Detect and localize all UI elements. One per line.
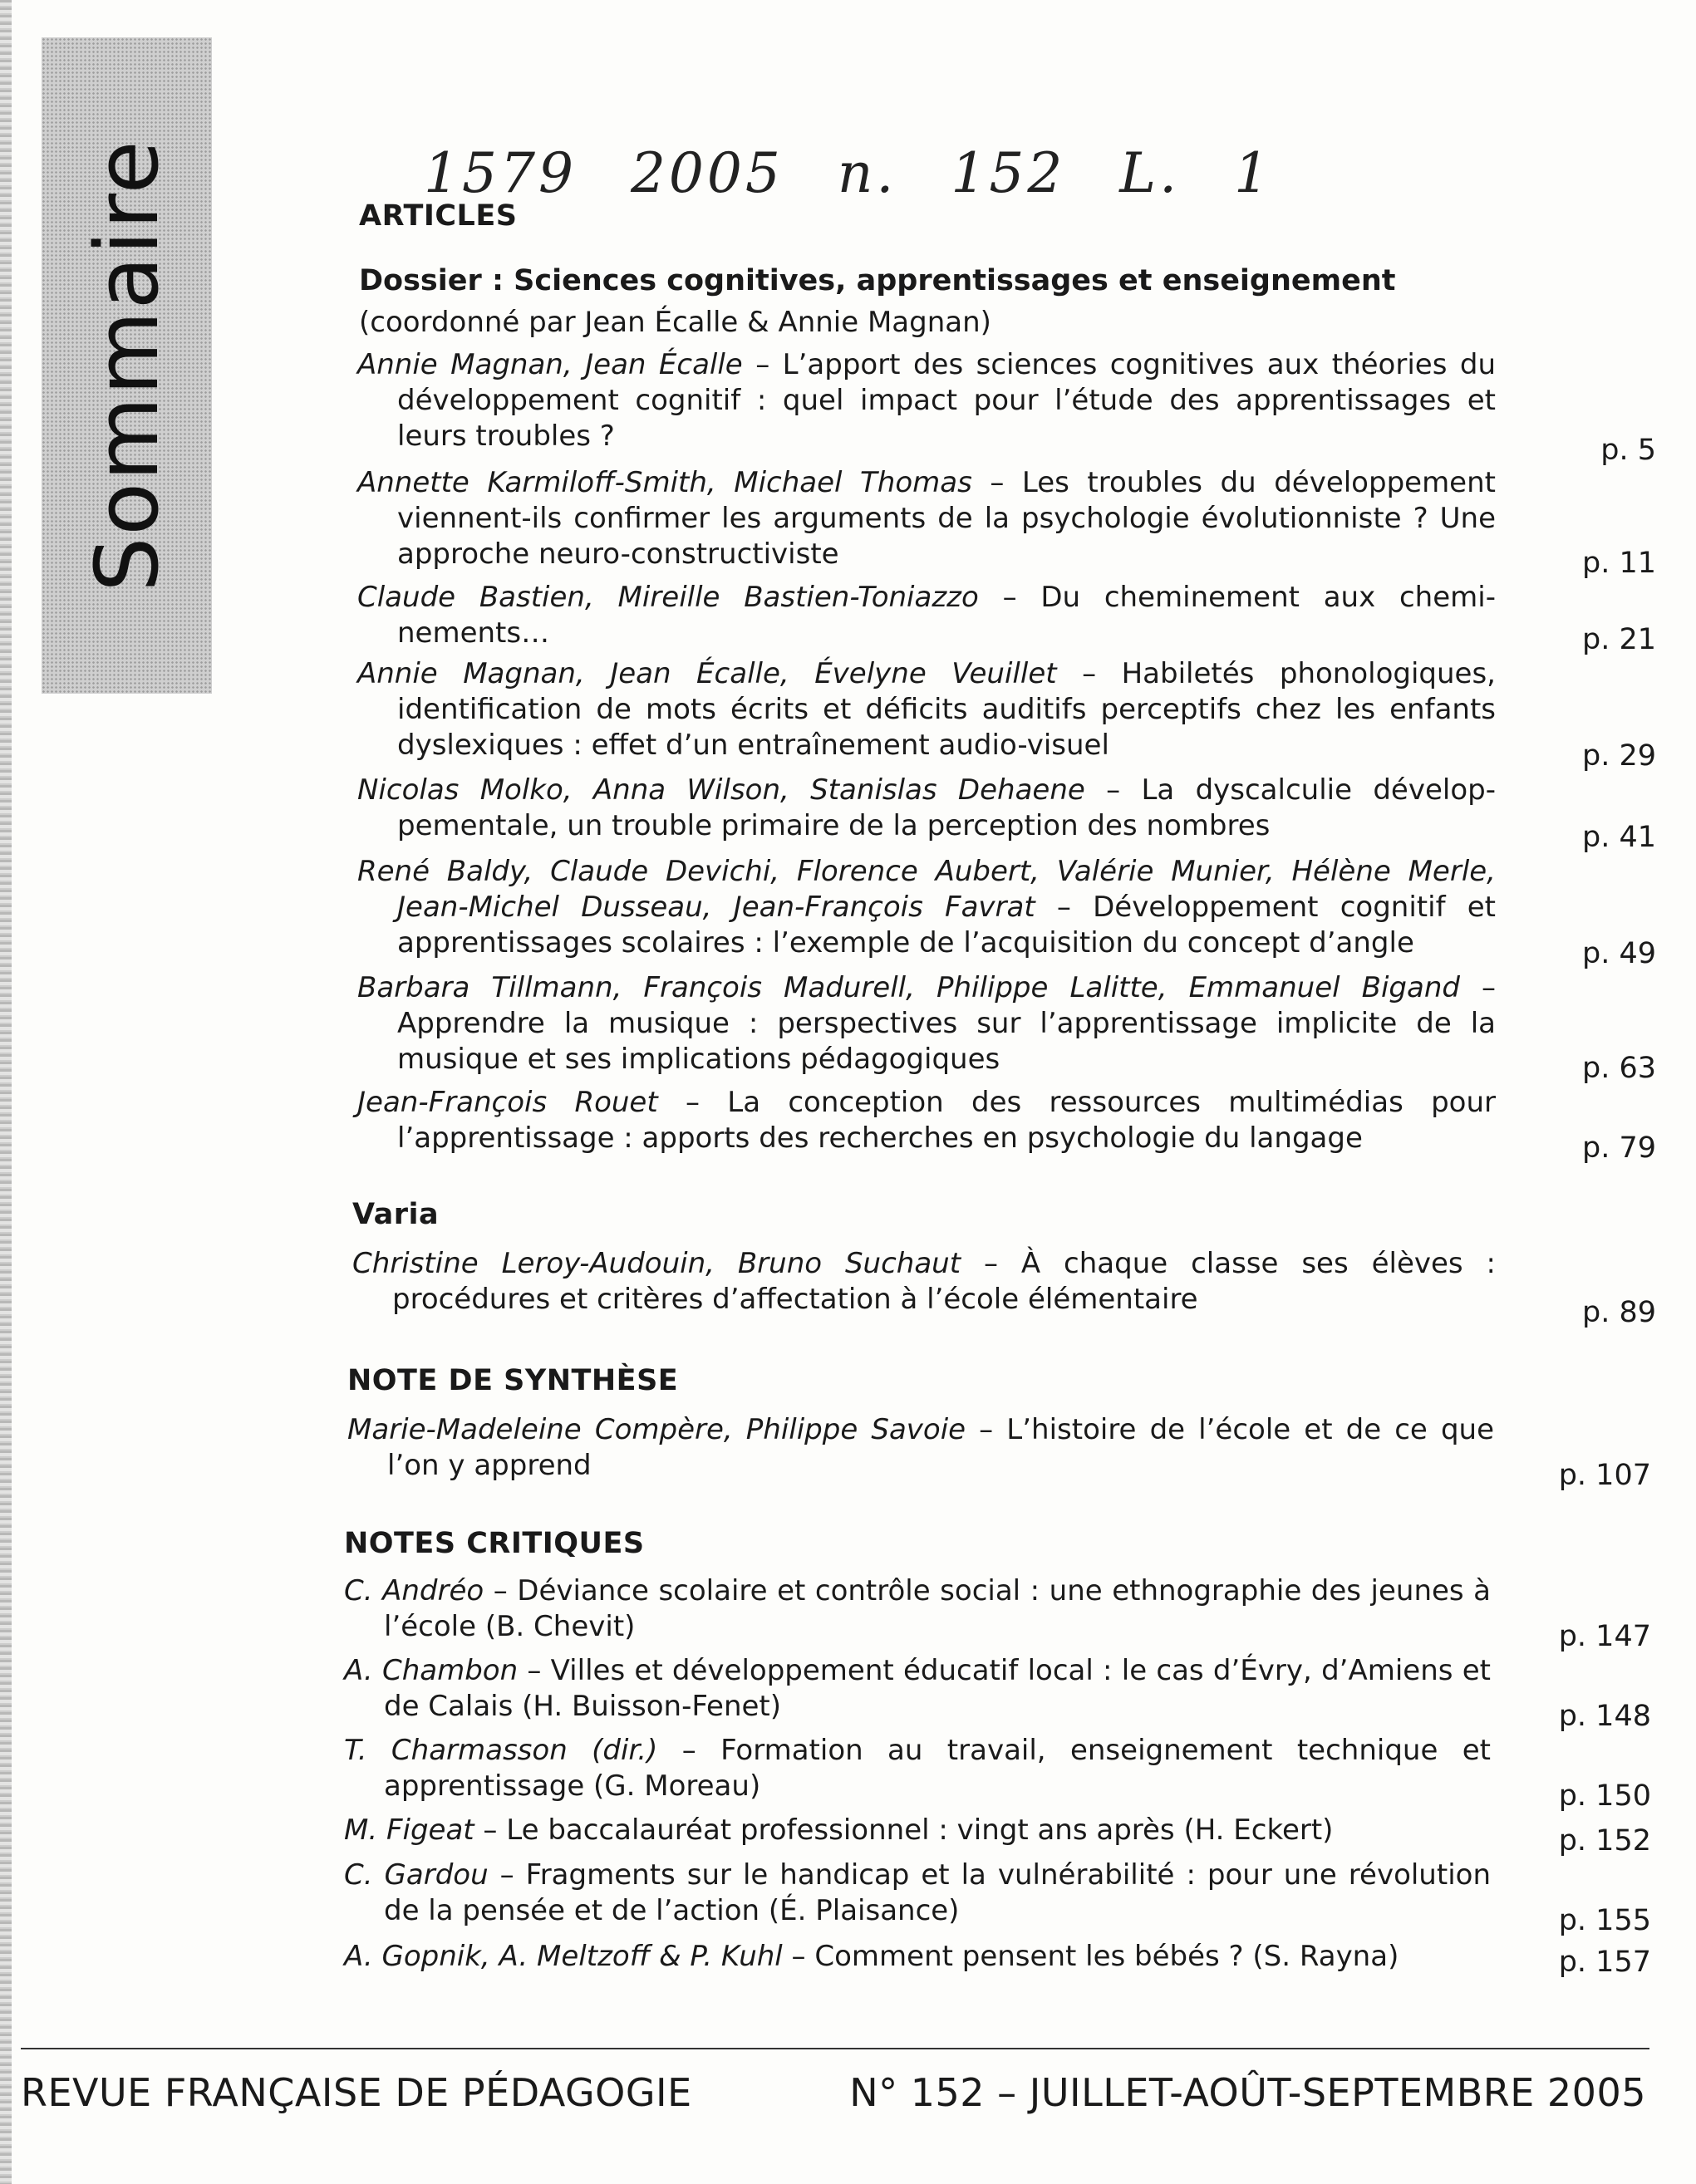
- entry-title: Du cheminement aux chemi-nements…: [397, 581, 1496, 650]
- toc-entry: René Baldy, Claude Devichi, Florence Aubert, Valérie Munier, Hélène Merle, Jean-Michel Dusseau, Jean-François Favrat – Développement cognitif et apprentissages scolaires : l’exemple de l’acquisition du concept d’angle: [357, 855, 1496, 959]
- entry-page: p. 79: [1581, 1131, 1656, 1165]
- toc-entry: Annie Magnan, Jean Écalle, Évelyne Veuillet – Habiletés phonologiques, identification de mots écrits et déficits auditifs perceptifs chez les enfants dyslexiques : effet d’un entraînement audio-visuel: [357, 657, 1496, 762]
- issue-info: N° 152 – JUILLET-AOÛT-SEPTEMBRE 2005: [849, 2070, 1646, 2115]
- toc-entry: T. Charmasson (dir.) – Formation au travail, enseignement technique et apprentissage (G. Moreau): [344, 1734, 1491, 1803]
- toc-entry: Claude Bastien, Mireille Bastien-Toniazzo – Du cheminement aux chemi-nements…: [357, 581, 1496, 650]
- entry-page: p. 41: [1581, 821, 1656, 854]
- toc-entry: Annette Karmiloff-Smith, Michael Thomas – Les troubles du développement viennent-ils confirmer les arguments de la psychologie évolutionniste ? Une approche neuro-constructiviste: [357, 466, 1496, 571]
- entry-authors: M. Figeat: [344, 1813, 474, 1847]
- entry-page: p. 107: [1558, 1459, 1651, 1492]
- entry-title: L’apport des sciences cognitives aux théories du développement cognitif : quel impact pour l’étude des apprentissages et leurs troubles ?: [397, 348, 1496, 453]
- entry-title: Développement cognitif et apprentissages scolaires : l’exemple de l’acquisition du concept d’angle: [397, 891, 1496, 959]
- toc-entry: M. Figeat – Le baccalauréat professionnel : vingt ans après (H. Eckert): [344, 1813, 1334, 1847]
- entry-authors: T. Charmasson (dir.): [344, 1734, 658, 1767]
- scan-edge: [0, 0, 12, 2184]
- entry-authors: Jean-François Rouet: [357, 1086, 658, 1119]
- entry-page: p. 5: [1600, 434, 1656, 467]
- toc-entry: Christine Leroy-Audouin, Bruno Suchaut – À chaque classe ses élèves : procédures et critères d’affectation à l’école élémentaire: [352, 1247, 1496, 1316]
- entry-page: p. 147: [1558, 1620, 1651, 1653]
- section-heading-note-synthese: NOTE DE SYNTHÈSE: [347, 1364, 679, 1397]
- entry-title: Le baccalauréat professionnel : vingt ans après (H. Eckert): [506, 1813, 1334, 1847]
- sommaire-title: Sommaire: [76, 139, 178, 592]
- entry-authors: Claude Bastien, Mireille Bastien-Toniazzo: [357, 581, 979, 614]
- toc-entry: C. Gardou – Fragments sur le handicap et la vulnérabilité : pour une révolution de la pensée et de l’action (É. Plaisance): [344, 1858, 1491, 1927]
- entry-page: p. 89: [1581, 1296, 1656, 1329]
- entry-authors: Annie Magnan, Jean Écalle: [357, 348, 743, 381]
- entry-title: La conception des ressources multimédias pour l’apprentissage : apports des recherches en psychologie du langage: [397, 1086, 1496, 1155]
- entry-authors: Nicolas Molko, Anna Wilson, Stanislas Dehaene: [357, 773, 1085, 807]
- entry-authors: Marie-Madeleine Compère, Philippe Savoie: [347, 1413, 966, 1446]
- entry-authors: René Baldy, Claude Devichi, Florence Aubert, Valérie Munier, Hélène Merle, Jean-Michel Dusseau, Jean-François Favrat: [357, 855, 1496, 924]
- entry-page: p. 49: [1581, 937, 1656, 970]
- toc-entry: Annie Magnan, Jean Écalle – L’apport des sciences cognitives aux théories du développement cognitif : quel impact pour l’étude des apprentissages et leurs troubles ?: [357, 348, 1496, 453]
- entry-title: Déviance scolaire et contrôle social : une ethnographie des jeunes à l’école (B. Chevit): [384, 1574, 1491, 1643]
- entry-page: p. 148: [1558, 1700, 1651, 1733]
- entry-title: Fragments sur le handicap et la vulnérabilité : pour une révolution de la pensée et de l’action (É. Plaisance): [384, 1858, 1491, 1927]
- toc-entry: Nicolas Molko, Anna Wilson, Stanislas Dehaene – La dyscalculie dévelop-pementale, un trouble primaire de la perception des nombres: [357, 773, 1496, 842]
- entry-title: L’histoire de l’école et de ce que l’on y apprend: [387, 1413, 1494, 1482]
- sommaire-sidebar: [42, 37, 212, 694]
- section-heading-notes-critiques: NOTES CRITIQUES: [344, 1527, 645, 1560]
- toc-entry: Jean-François Rouet – La conception des ressources multimédias pour l’apprentissage : apports des recherches en psychologie du langage: [357, 1086, 1496, 1155]
- entry-authors: Barbara Tillmann, François Madurell, Philippe Lalitte, Emmanuel Bigand: [357, 971, 1460, 1004]
- entry-title: Formation au travail, enseignement technique et apprentissage (G. Moreau): [384, 1734, 1491, 1803]
- entry-title: Villes et développement éducatif local : le cas d’Évry, d’Amiens et de Calais (H. Buisson-Fenet): [384, 1654, 1491, 1723]
- entry-authors: Annette Karmiloff-Smith, Michael Thomas: [357, 466, 972, 499]
- handwritten-note: 1579 2005 n. 152 L. 1: [424, 141, 1273, 205]
- entry-authors: C. Andréo: [344, 1574, 484, 1607]
- entry-page: p. 155: [1558, 1904, 1651, 1937]
- toc-entry: C. Andréo – Déviance scolaire et contrôle social : une ethnographie des jeunes à l’école (B. Chevit): [344, 1574, 1491, 1643]
- entry-page: p. 157: [1558, 1946, 1651, 1979]
- entry-title: Apprendre la musique : perspectives sur l’apprentissage implicite de la musique et ses implications pédagogiques: [397, 1007, 1496, 1076]
- section-heading-varia: Varia: [352, 1198, 440, 1231]
- journal-name: REVUE FRANÇAISE DE PÉDAGOGIE: [21, 2070, 692, 2115]
- section-heading-articles: ARTICLES: [359, 199, 518, 233]
- entry-title: Comment pensent les bébés ? (S. Rayna): [814, 1940, 1399, 1973]
- footer-rule: [21, 2048, 1649, 2049]
- entry-page: p. 11: [1581, 547, 1656, 580]
- toc-entry: A. Gopnik, A. Meltzoff & P. Kuhl – Comment pensent les bébés ? (S. Rayna): [344, 1940, 1399, 1973]
- entry-authors: C. Gardou: [344, 1858, 489, 1892]
- entry-authors: A. Chambon: [344, 1654, 519, 1687]
- toc-entry: Marie-Madeleine Compère, Philippe Savoie – L’histoire de l’école et de ce que l’on y apprend: [347, 1413, 1494, 1482]
- entry-title: Les troubles du développement viennent-ils confirmer les arguments de la psychologie évolutionniste ? Une approche neuro-constructiviste: [397, 466, 1496, 571]
- toc-entry: Barbara Tillmann, François Madurell, Philippe Lalitte, Emmanuel Bigand – Apprendre la musique : perspectives sur l’apprentissage implicite de la musique et ses implications pédagogiques: [357, 971, 1496, 1076]
- entry-page: p. 63: [1581, 1052, 1656, 1085]
- dossier-coordinators: (coordonné par Jean Écalle & Annie Magnan): [359, 306, 991, 339]
- entry-page: p. 21: [1581, 623, 1656, 656]
- entry-page: p. 29: [1581, 739, 1656, 773]
- entry-title: La dyscalculie dévelop-pementale, un trouble primaire de la perception des nombres: [397, 773, 1496, 842]
- entry-authors: Christine Leroy-Audouin, Bruno Suchaut: [352, 1247, 961, 1280]
- entry-title: Habiletés phonologiques, identification de mots écrits et déficits auditifs perceptifs chez les enfants dyslexiques : effet d’un entraînement audio-visuel: [397, 657, 1496, 762]
- entry-page: p. 150: [1558, 1779, 1651, 1813]
- entry-authors: Annie Magnan, Jean Écalle, Évelyne Veuillet: [357, 657, 1057, 690]
- entry-page: p. 152: [1558, 1824, 1651, 1858]
- toc-entry: A. Chambon – Villes et développement éducatif local : le cas d’Évry, d’Amiens et de Calais (H. Buisson-Fenet): [344, 1654, 1491, 1723]
- dossier-title: Dossier : Sciences cognitives, apprentissages et enseignement: [359, 264, 1396, 297]
- entry-authors: A. Gopnik, A. Meltzoff & P. Kuhl: [344, 1940, 783, 1973]
- entry-title: À chaque classe ses élèves : procédures et critères d’affectation à l’école élémentaire: [392, 1247, 1496, 1316]
